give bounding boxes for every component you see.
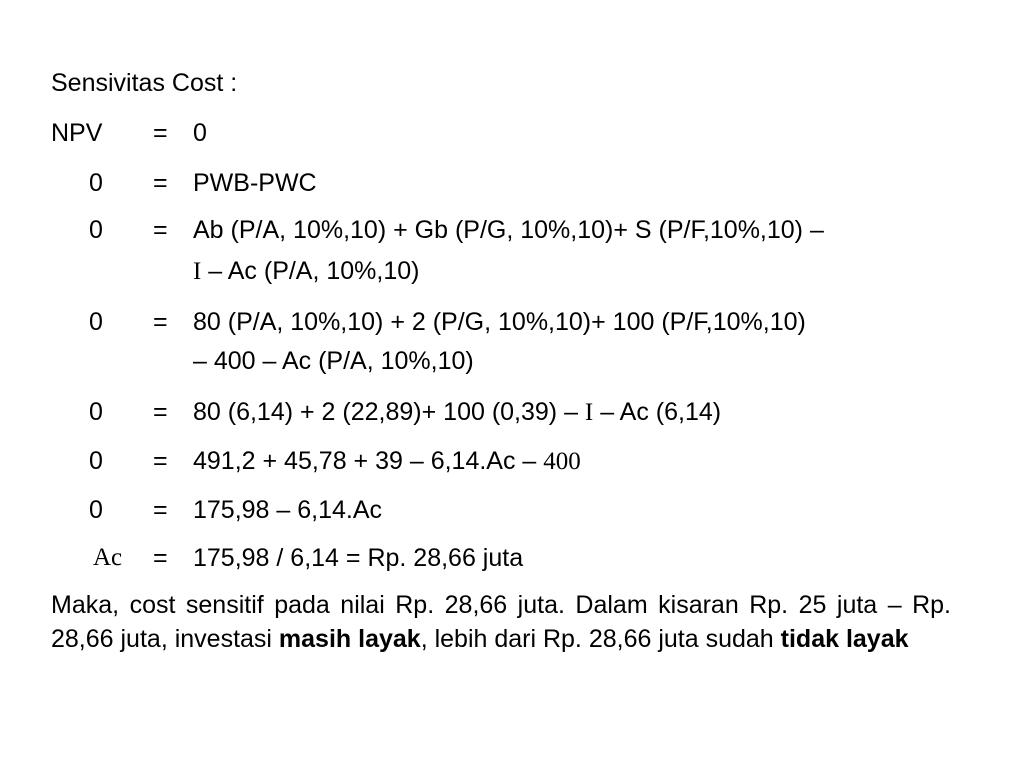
conclusion-paragraph (51, 588, 951, 656)
equation-rhs-tail: – Ac (P/A, 10%,10) (201, 257, 420, 285)
equation-rhs-continuation: – 400 – Ac (P/A, 10%,10) (193, 347, 474, 375)
equation-lhs: 0 (89, 496, 103, 524)
equation-lhs: 0 (89, 447, 103, 475)
equation-rhs: PWB-PWC (193, 169, 317, 197)
equals-sign: = (153, 119, 168, 147)
equation-lhs: NPV (51, 119, 103, 147)
equation-rhs-part: – Ac (6,14) (593, 398, 722, 426)
equation-lhs: 0 (89, 308, 103, 336)
equation-rhs-continuation (193, 256, 420, 287)
equation-rhs: 0 (193, 119, 207, 147)
conclusion-text: , lebih dari Rp. 28,66 juta sudah (420, 625, 781, 653)
equals-sign: = (153, 447, 168, 475)
equals-sign: = (153, 169, 168, 197)
equation-rhs (193, 446, 581, 477)
investment-symbol: I (584, 399, 594, 426)
conclusion-emphasis: tidak layak (780, 625, 909, 653)
equals-sign: = (153, 216, 168, 244)
equals-sign: = (153, 308, 168, 336)
equals-sign: = (153, 398, 168, 426)
equation-rhs: Ab (P/A, 10%,10) + Gb (P/G, 10%,10)+ S (P/F,10%,10) – (193, 216, 824, 244)
equation-rhs (193, 397, 721, 428)
equals-sign: = (153, 544, 168, 572)
equation-rhs: 80 (P/A, 10%,10) + 2 (P/G, 10%,10)+ 100 (P/F,10%,10) (193, 308, 806, 336)
investment-symbol: I (193, 258, 202, 285)
conclusion-emphasis: masih layak (278, 625, 421, 653)
equation-lhs: Ac (93, 544, 123, 571)
equals-sign: = (153, 496, 168, 524)
equation-rhs: 175,98 – 6,14.Ac (193, 496, 383, 524)
equation-lhs: 0 (89, 169, 103, 197)
equation-rhs: 175,98 / 6,14 = Rp. 28,66 juta (193, 544, 524, 572)
equation-rhs-part: 80 (6,14) + 2 (22,89)+ 100 (0,39) – (193, 398, 585, 426)
investment-value: 400 (543, 448, 581, 475)
equation-rhs-part: 491,2 + 45,78 + 39 – 6,14.Ac – (193, 447, 544, 475)
slide-title: Sensivitas Cost : (51, 69, 238, 97)
equation-lhs: 0 (89, 216, 103, 244)
equation-lhs: 0 (89, 398, 103, 426)
conclusion-text: Maka, cost sensitif pada nilai Rp. 28,66 juta. Dalam kisaran Rp. 25 juta – Rp. 28,66 juta, investasi (51, 591, 951, 653)
